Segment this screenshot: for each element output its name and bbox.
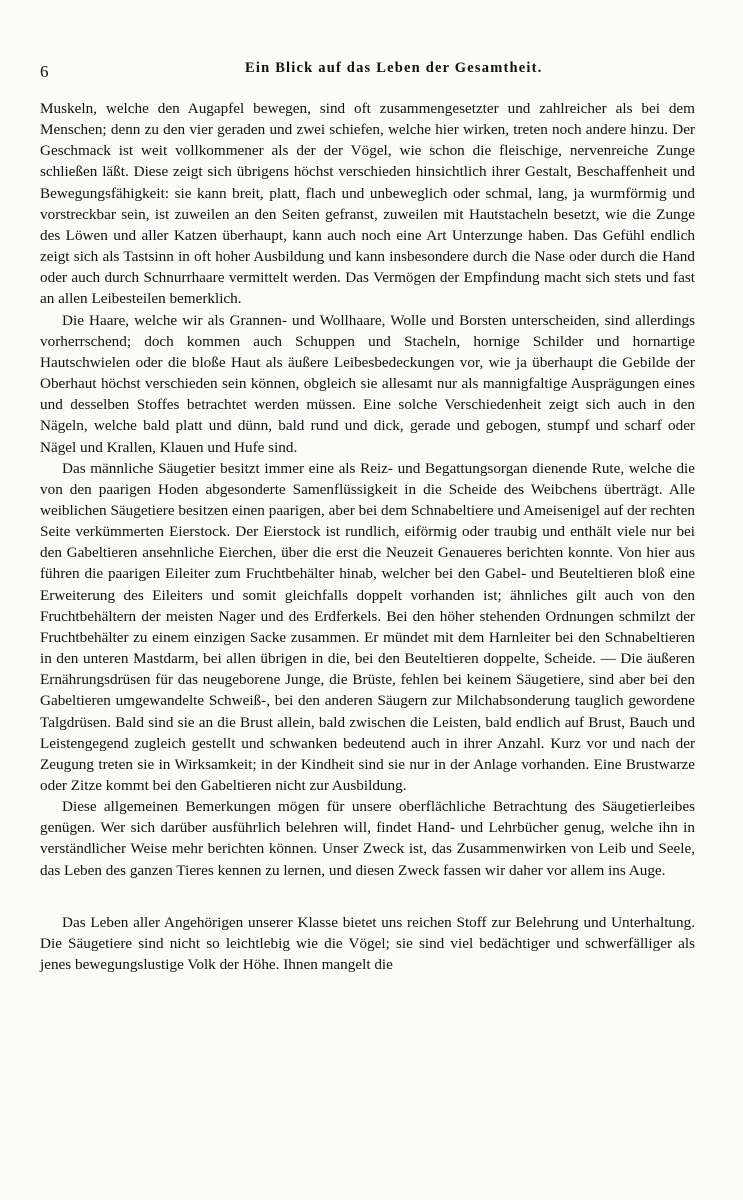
section-gap (40, 881, 695, 912)
running-title: Ein Blick auf das Leben der Gesamtheit. (245, 60, 543, 76)
page-number: 6 (40, 62, 49, 81)
paragraph-remarks: Diese allgemeinen Bemerkungen mögen für unsere oberflächliche Betrachtung des Säugetierleibes genügen. Wer sich darüber ausführlich belehren will, findet Hand- und Lehrbücher genug, welche ihn in verständlicher Weise mehr berichten können. Unser Zweck ist, das Zusammenwirken von Leib und Seele, das Leben des ganzen Tieres kennen zu lernen, und diesen Zweck fassen wir daher vor allem ins Auge. (40, 798, 695, 879)
body-text (40, 98, 695, 975)
paragraph-life: Das Leben aller Angehörigen unserer Klasse bietet uns reichen Stoff zur Belehrung und Unterhaltung. Die Säugetiere sind nicht so leichtlebig wie die Vögel; sie sind viel bedächtiger und schwerfälliger als jenes bewegungslustige Volk der Höhe. Ihnen mangelt die (40, 913, 695, 974)
paragraph-reproduction: Das männliche Säugetier besitzt immer eine als Reiz- und Begattungsorgan dienende Rute, welche die von den paarigen Hoden abgesonderte Samenflüssigkeit in die Scheide des Weibchens überträgt. Alle weiblichen Säugetiere besitzen einen paarigen, aber bei dem Schnabeltiere und Ameisenigel auf der rechten Seite verkümmerten Eierstock. Der Eierstock ist rundlich, eiförmig oder traubig und enthält viele nur bei den Gabeltieren ansehnliche Eierchen, über die erst die Neuzeit Genaueres berichten konnte. Von hier aus führen die paarigen Eileiter zum Fruchtbehälter hinab, welcher bei den Gabel- und Beuteltieren bloß eine Erweiterung des Eileiters und somit gleichfalls doppelt vorhanden ist; ähnliches gilt auch von den Fruchtbehältern der meisten Nager und des Erdferkels. Bei den höher stehenden Ordnungen schmilzt der Fruchtbehälter zu einem einzigen Sacke zusammen. Er mündet mit dem Harnleiter bei den Schnabeltieren in den unteren Mastdarm, bei allen übrigen in die, bei den Beuteltieren doppelte, Scheide. — Die äußeren Ernährungsdrüsen für das neugeborene Junge, die Brüste, fehlen bei keinem Säugetiere, sind aber bei den Gabeltieren umgewandelte Schweiß-, bei den anderen Säugern zur Milchabsonderung tauglich gewordene Talgdrüsen. Bald sind sie an die Brust allein, bald zwischen die Leisten, bald endlich auf Brust, Bauch und Leistengegend zugleich gestellt und schwanken bedeutend auch in ihrer Anzahl. Kurz vor und nach der Zeugung treten sie in Wirksamkeit; in der Kindheit sind sie nur in der Anlage vorhanden. Eine Brustwarze oder Zitze kommt bei den Gabeltieren nicht zur Ausbildung. (40, 459, 695, 794)
page-header (40, 58, 708, 82)
paragraph-hair: Die Haare, welche wir als Grannen- und Wollhaare, Wolle und Borsten unterscheiden, sind allerdings vorherrschend; doch kommen auch Schuppen und Stacheln, hornige Schilder und hornartige Hautschwielen oder die bloße Haut als äußere Leibesbedeckungen vor, wie ja überhaupt die Gebilde der Oberhaut höchst verschieden sein können, obgleich sie allesamt nur als mannigfaltige Ausprägungen eines und desselben Stoffes betrachtet werden müssen. Eine solche Verschiedenheit zeigt sich auch in den Nägeln, welche bald platt und dünn, bald rund und dick, gerade und gebogen, stumpf und scharf oder Nägel und Krallen, Klauen und Hufe sind. (40, 311, 695, 456)
paragraph-senses: Muskeln, welche den Augapfel bewegen, sind oft zusammengesetzter und zahlreicher als bei dem Menschen; denn zu den vier geraden und zwei schiefen, welche hier wirken, treten noch andere hinzu. Der Geschmack ist weit vollkommener als der der Vögel, wie schon die fleischige, nervenreiche Zunge schließen läßt. Diese zeigt sich übrigens höchst verschieden hinsichtlich ihrer Gestalt, Beschaffenheit und Bewegungsfähigkeit: sie kann breit, platt, flach und unbeweglich oder schmal, lang, ja wurmförmig und vorstreckbar sein, ist zuweilen an den Seiten gefranst, zuweilen mit Hautstacheln besetzt, wie die Zunge des Löwen und aller Katzen überhaupt, kann auch noch eine Art Unterzunge haben. Das Gefühl endlich zeigt sich als Tastsinn in oft hoher Ausbildung und kann insbesondere durch die Nase oder durch die Hand oder auch durch Schnurrhaare vermittelt werden. Das Vermögen der Empfindung macht sich stets und fast an allen Leibesteilen bemerklich. (40, 100, 695, 308)
